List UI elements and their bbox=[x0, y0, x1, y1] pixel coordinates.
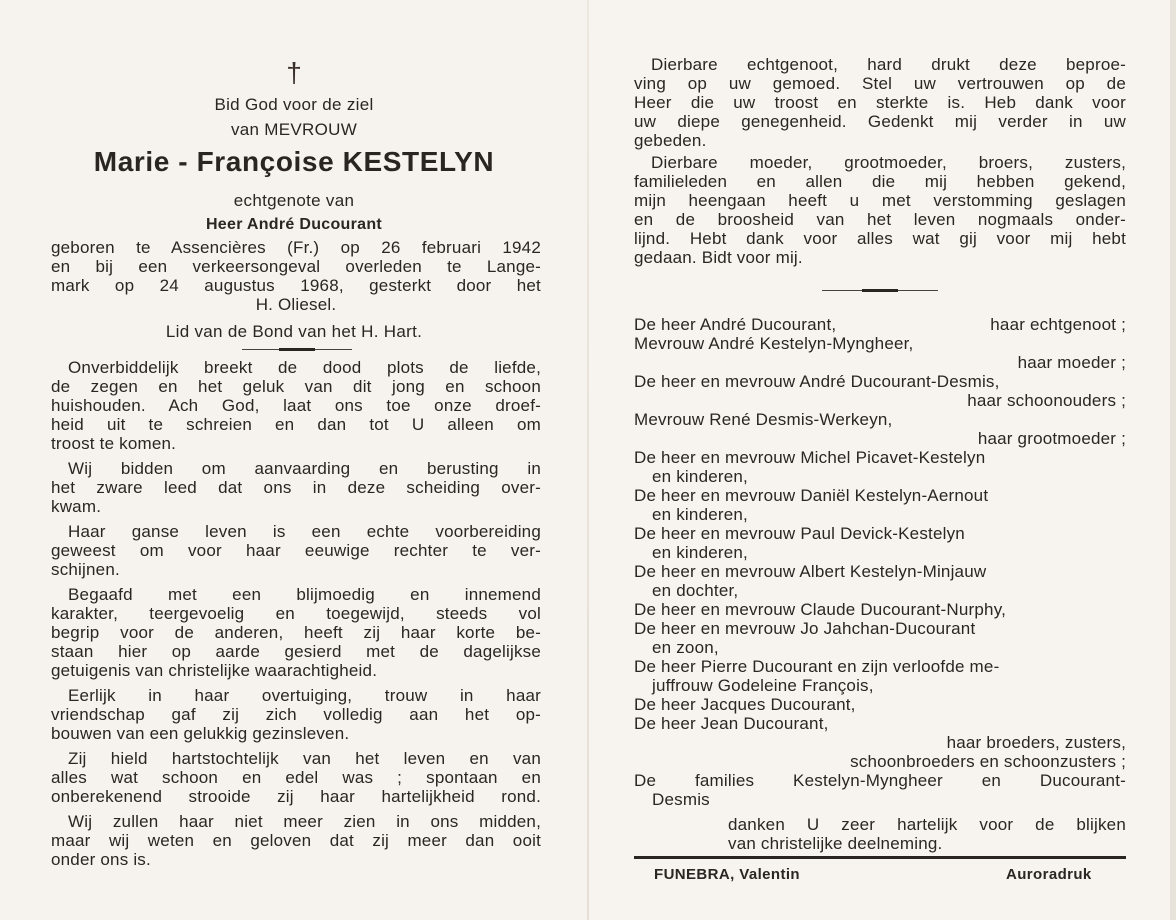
family-name: De heer en mevrouw Paul Devick-Kestelyn bbox=[634, 524, 965, 543]
farewell-text bbox=[634, 55, 1126, 267]
text-line: troost te komen. bbox=[51, 434, 177, 453]
text-line: heid uit te schreien en dan tot U alleen om bbox=[51, 415, 541, 434]
thanks-block bbox=[728, 815, 1126, 853]
family-name: De heer en mevrouw Michel Picavet-Kestelyn bbox=[634, 448, 986, 467]
text-line: gedaan. Bidt voor mij. bbox=[634, 248, 803, 267]
family-name: De heer en mevrouw Albert Kestelyn-Minjauw bbox=[634, 562, 987, 581]
family-name-cont: en kinderen, bbox=[652, 505, 748, 524]
family-name: De heer Jean Ducourant, bbox=[634, 714, 829, 733]
text-line: uw diepe genegenheid. Gedenkt mij verder in uw bbox=[634, 112, 1126, 131]
funeral-home: FUNEBRA, Valentin bbox=[654, 866, 800, 883]
text-line: familieleden en allen die mij hebben gekend, bbox=[634, 172, 1126, 191]
family-row bbox=[634, 733, 1126, 752]
family-row bbox=[634, 410, 1126, 429]
bio-line: mark op 24 augustus 1968, gesterkt door het bbox=[51, 276, 541, 295]
text-line: getuigenis van christelijke waarachtigheid. bbox=[51, 661, 378, 680]
family-relation: schoonbroeders en schoonzusters ; bbox=[850, 752, 1126, 771]
text-line: lijnd. Hebt dank voor alles wat gij voor mij hebt bbox=[634, 229, 1126, 248]
family-list bbox=[634, 315, 1126, 809]
text-line: Zij hield hartstochtelijk van het leven en van bbox=[68, 749, 541, 768]
text-line: en de broosheid van het leven nogmaals onder- bbox=[634, 210, 1126, 229]
family-row bbox=[634, 562, 1126, 581]
spouse-intro: echtgenote van bbox=[233, 191, 355, 210]
family-row bbox=[634, 714, 1126, 733]
family-name-cont: Desmis bbox=[652, 790, 710, 809]
text-line: gebeden. bbox=[634, 131, 707, 150]
family-name: De heer André Ducourant, bbox=[634, 315, 837, 334]
biography bbox=[51, 238, 541, 314]
family-row bbox=[634, 315, 1126, 334]
text-line: geweest om voor haar eeuwige rechter te ver- bbox=[51, 541, 541, 560]
family-row bbox=[634, 429, 1126, 448]
family-row bbox=[634, 790, 1126, 809]
ornament-bar bbox=[279, 348, 315, 351]
family-name: De heer en mevrouw André Ducourant-Desmis, bbox=[634, 372, 1000, 391]
family-row bbox=[634, 676, 1126, 695]
text-line: Begaafd met een blijmoedig en innemend bbox=[68, 585, 541, 604]
family-name: Mevrouw André Kestelyn-Myngheer, bbox=[634, 334, 914, 353]
family-relation: haar broeders, zusters, bbox=[946, 733, 1126, 752]
paragraph bbox=[51, 459, 541, 516]
family-row bbox=[634, 543, 1126, 562]
family-relation: haar echtgenoot ; bbox=[990, 315, 1126, 334]
text-line: Onverbiddelijk breekt de dood plots de liefde, bbox=[68, 358, 541, 377]
text-line: staan hier op aarde gesierd met de dagelijkse bbox=[51, 642, 541, 661]
text-line: Dierbare echtgenoot, hard drukt deze beproe- bbox=[651, 55, 1126, 74]
family-name-cont: en dochter, bbox=[652, 581, 739, 600]
text-line: karakter, teergevoelig en toegewijd, steeds vol bbox=[51, 604, 541, 623]
family-row bbox=[634, 600, 1126, 619]
text-line: danken U zeer hartelijk voor de blijken bbox=[728, 815, 1126, 834]
text-line: Heer die uw troost en sterkte is. Heb dank voor bbox=[634, 93, 1126, 112]
bio-line: geboren te Assencières (Fr.) op 26 februari 1942 bbox=[51, 238, 541, 257]
footer-rule bbox=[634, 856, 1126, 859]
text-line: het zware leed dat ons in deze scheiding over- bbox=[51, 478, 541, 497]
text-line: begrip voor de anderen, heeft zij haar korte be- bbox=[51, 623, 541, 642]
text-line: Haar ganse leven is een echte voorbereiding bbox=[68, 522, 541, 541]
text-line: de zegen en het geluk van dit jong en schoon bbox=[51, 377, 541, 396]
text-line: Dierbare moeder, grootmoeder, broers, zusters, bbox=[651, 153, 1126, 172]
family-row bbox=[634, 505, 1126, 524]
family-row bbox=[634, 448, 1126, 467]
paragraph bbox=[51, 812, 541, 869]
family-row bbox=[634, 467, 1126, 486]
family-relation: haar schoonouders ; bbox=[967, 391, 1126, 410]
paragraph bbox=[51, 358, 541, 453]
paragraph bbox=[51, 522, 541, 579]
ornament-bar bbox=[862, 289, 898, 292]
paragraph bbox=[51, 585, 541, 680]
family-row bbox=[634, 372, 1126, 391]
thanks-text bbox=[728, 815, 1126, 853]
family-row bbox=[634, 486, 1126, 505]
family-name: De heer en mevrouw Claude Ducourant-Nurphy, bbox=[634, 600, 1007, 619]
family-name: De heer Jacques Ducourant, bbox=[634, 695, 856, 714]
title-line: van MEVROUW bbox=[230, 120, 358, 139]
card-edge bbox=[1170, 0, 1176, 920]
bio-line: en bij een verkeersongeval overleden te Lange- bbox=[51, 257, 541, 276]
printer-name: Auroradruk bbox=[1006, 866, 1092, 883]
family-name-cont: en kinderen, bbox=[652, 543, 748, 562]
paragraph bbox=[634, 153, 1126, 267]
spouse-name: Heer André Ducourant bbox=[205, 216, 383, 233]
divider-ornament bbox=[822, 289, 938, 292]
family-name: De heer Pierre Ducourant en zijn verloofde me- bbox=[634, 657, 1000, 676]
family-row bbox=[634, 581, 1126, 600]
family-row bbox=[634, 695, 1126, 714]
family-row bbox=[634, 391, 1126, 410]
text-line: mijn heengaan heeft u met verstomming geslagen bbox=[634, 191, 1126, 210]
tribute-text bbox=[51, 358, 541, 869]
paragraph bbox=[51, 686, 541, 743]
family-row bbox=[634, 657, 1126, 676]
text-line: maar wij weten en geloven dat zij meer dan ooit bbox=[51, 831, 541, 850]
family-name-cont: en zoon, bbox=[652, 638, 719, 657]
family-name: De heer en mevrouw Daniël Kestelyn-Aernout bbox=[634, 486, 989, 505]
family-row bbox=[634, 619, 1126, 638]
family-row bbox=[634, 524, 1126, 543]
text-line: ving op uw gemoed. Stel uw vertrouwen op de bbox=[634, 74, 1126, 93]
membership: Lid van de Bond van het H. Hart. bbox=[165, 322, 423, 341]
text-line: vriendschap gaf zij zich volledig aan het op- bbox=[51, 705, 541, 724]
prayer-line: Bid God voor de ziel bbox=[214, 95, 374, 114]
text-line: Eerlijk in haar overtuiging, trouw in haar bbox=[68, 686, 541, 705]
text-line: kwam. bbox=[51, 497, 102, 516]
paragraph bbox=[634, 55, 1126, 150]
family-row bbox=[634, 638, 1126, 657]
deceased-name: Marie - Françoise KESTELYN bbox=[93, 146, 495, 177]
text-line: huishouden. Ach God, laat ons toe onze droef- bbox=[51, 396, 541, 415]
cross-icon: † bbox=[286, 57, 302, 88]
text-line: schijnen. bbox=[51, 560, 120, 579]
family-name: De families Kestelyn-Myngheer en Ducourant- bbox=[634, 771, 1126, 790]
text-line: Wij zullen haar niet meer zien in ons midden, bbox=[68, 812, 541, 831]
family-row bbox=[634, 334, 1126, 353]
family-row bbox=[634, 771, 1126, 790]
text-line: van christelijke deelneming. bbox=[728, 834, 943, 853]
bio-line: H. Oliesel. bbox=[255, 295, 337, 314]
family-relation: haar grootmoeder ; bbox=[977, 429, 1126, 448]
family-name-cont: juffrouw Godeleine François, bbox=[652, 676, 874, 695]
family-relation: haar moeder ; bbox=[1017, 353, 1126, 372]
family-name: Mevrouw René Desmis-Werkeyn, bbox=[634, 410, 893, 429]
text-line: onder ons is. bbox=[51, 850, 151, 869]
family-name-cont: en kinderen, bbox=[652, 467, 748, 486]
family-name: De heer en mevrouw Jo Jahchan-Ducourant bbox=[634, 619, 976, 638]
text-line: onberekenend strooide zij haar hartelijkheid rond. bbox=[51, 787, 541, 806]
text-line: Wij bidden om aanvaarding en berusting in bbox=[68, 459, 541, 478]
text-line: alles wat schoon en edel was ; spontaan en bbox=[51, 768, 541, 787]
family-row bbox=[634, 752, 1126, 771]
family-row bbox=[634, 353, 1126, 372]
paragraph bbox=[51, 749, 541, 806]
text-line: bouwen van een gelukkig gezinsleven. bbox=[51, 724, 350, 743]
divider-ornament bbox=[242, 348, 352, 351]
